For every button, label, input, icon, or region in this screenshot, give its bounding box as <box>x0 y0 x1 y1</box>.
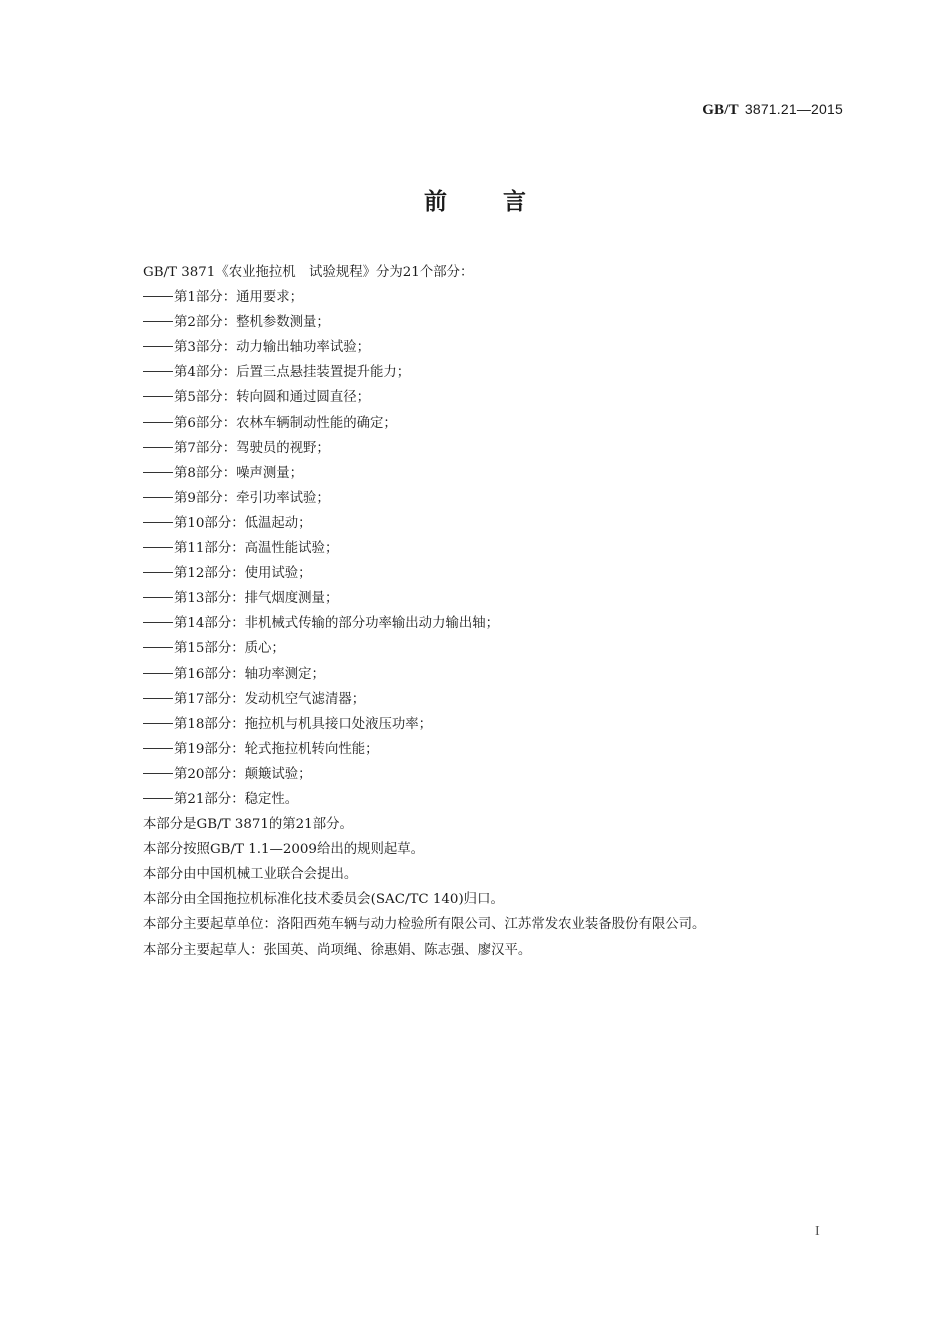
em-dash-bullet <box>143 522 173 523</box>
part-list-item: 第7部分：驾驶员的视野； <box>143 436 843 461</box>
part-list-item: 第18部分：拖拉机与机具接口处液压功率； <box>143 712 843 737</box>
part-list-item: 第15部分：质心； <box>143 636 843 661</box>
part-list-item: 第16部分：轴功率测定； <box>143 662 843 687</box>
standard-number: 3871.21—2015 <box>744 101 843 117</box>
part-list-item: 第4部分：后置三点悬挂装置提升能力； <box>143 360 843 385</box>
part-list-item: 第2部分：整机参数测量； <box>143 310 843 335</box>
em-dash-bullet <box>143 547 173 548</box>
title-char-2: 言 <box>503 189 526 215</box>
em-dash-bullet <box>143 321 173 322</box>
part-list-item: 第21部分：稳定性。 <box>143 787 843 812</box>
statement-drafting-organizations: 本部分主要起草单位：洛阳西苑车辆与动力检验所有限公司、江苏常发农业装备股份有限公司。 <box>143 917 706 933</box>
part-list-item: 第17部分：发动机空气滤清器； <box>143 687 843 712</box>
part-list-item: 第14部分：非机械式传输的部分功率输出动力输出轴； <box>143 611 843 636</box>
statement-part-number: 本部分是GB/T 3871的第21部分。 <box>143 817 353 833</box>
standard-prefix: GB/T <box>702 102 739 118</box>
part-list-item: 第6部分：农林车辆制动性能的确定； <box>143 411 843 436</box>
part-list-item: 第5部分：转向圆和通过圆直径； <box>143 385 843 410</box>
part-list-item: 第20部分：颠簸试验； <box>143 762 843 787</box>
foreword-body <box>143 260 843 963</box>
part-list-item: 第9部分：牵引功率试验； <box>143 486 843 511</box>
em-dash-bullet <box>143 447 173 448</box>
standard-code-header <box>702 101 843 119</box>
page-number: I <box>815 1224 820 1239</box>
em-dash-bullet <box>143 622 173 623</box>
em-dash-bullet <box>143 647 173 648</box>
em-dash-bullet <box>143 572 173 573</box>
em-dash-bullet <box>143 472 173 473</box>
statement-technical-committee: 本部分由全国拖拉机标准化技术委员会(SAC/TC 140)归口。 <box>143 892 504 908</box>
part-list-item: 第13部分：排气烟度测量； <box>143 586 843 611</box>
em-dash-bullet <box>143 798 173 799</box>
em-dash-bullet <box>143 723 173 724</box>
em-dash-bullet <box>143 422 173 423</box>
title-char-1: 前 <box>424 189 447 215</box>
em-dash-bullet <box>143 296 173 297</box>
em-dash-bullet <box>143 597 173 598</box>
em-dash-bullet <box>143 497 173 498</box>
part-list-item: 第8部分：噪声测量； <box>143 461 843 486</box>
em-dash-bullet <box>143 748 173 749</box>
part-list-item: 第3部分：动力输出轴功率试验； <box>143 335 843 360</box>
part-list-item: 第11部分：高温性能试验； <box>143 536 843 561</box>
page-title <box>0 183 950 216</box>
em-dash-bullet <box>143 773 173 774</box>
em-dash-bullet <box>143 396 173 397</box>
part-list-item: 第19部分：轮式拖拉机转向性能； <box>143 737 843 762</box>
statement-proposer: 本部分由中国机械工业联合会提出。 <box>143 867 358 883</box>
part-list-item: 第1部分：通用要求； <box>143 285 843 310</box>
statement-drafters: 本部分主要起草人：张国英、尚项绳、徐惠娟、陈志强、廖汉平。 <box>143 942 532 958</box>
em-dash-bullet <box>143 698 173 699</box>
em-dash-bullet <box>143 371 173 372</box>
intro-paragraph: GB/T 3871《农业拖拉机 试验规程》分为21个部分： <box>143 265 474 280</box>
part-list-item: 第12部分：使用试验； <box>143 561 843 586</box>
em-dash-bullet <box>143 346 173 347</box>
part-list-item: 第10部分：低温起动； <box>143 511 843 536</box>
statement-drafting-rules: 本部分按照GB/T 1.1—2009给出的规则起草。 <box>143 842 425 858</box>
em-dash-bullet <box>143 673 173 674</box>
